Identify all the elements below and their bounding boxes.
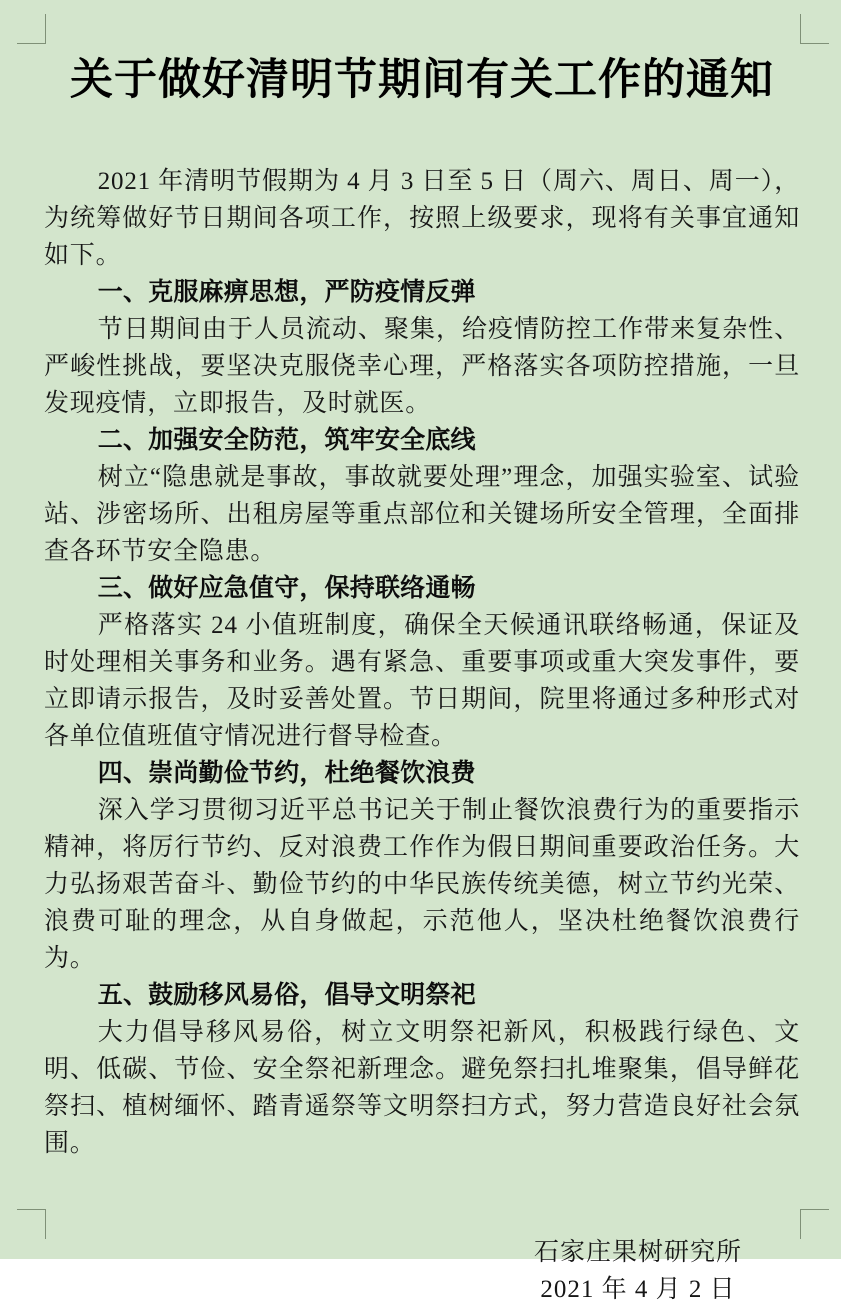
margin-crop-mark-top-left (17, 14, 46, 44)
margin-crop-mark-top-right (800, 14, 829, 44)
section-heading: 五、鼓励移风易俗，倡导文明祭祀 (97, 981, 476, 1009)
text-area (44, 43, 800, 1308)
intro-paragraph: 2021 年清明节假期为 4 月 3 日至 5 日（周六、周日、周一），为统筹做好节日期间各项工作，按照上级要求，现将有关事宜通知如下。 (44, 168, 800, 269)
signature-date: 2021 年 4 月 2 日 (540, 1276, 736, 1303)
section-paragraph: 树立“隐患就是事故，事故就要处理”理念，加强实验室、试验站、涉密场所、出租房屋等重点部位和关键场所安全管理，全面排查各环节安全隐患。 (44, 464, 800, 565)
sections (44, 274, 800, 1162)
margin-crop-mark-bottom-right (800, 1209, 829, 1239)
signature-org: 石家庄果树研究所 (533, 1239, 742, 1266)
section-heading: 四、崇尚勤俭节约，杜绝餐饮浪费 (97, 759, 476, 787)
margin-crop-mark-bottom-left (17, 1209, 46, 1239)
section-paragraph: 节日期间由于人员流动、聚集，给疫情防控工作带来复杂性、严峻性挑战，要坚决克服侥幸心理，严格落实各项防控措施，一旦发现疫情，立即报告，及时就医。 (44, 316, 800, 417)
section-heading: 二、加强安全防范，筑牢安全底线 (97, 426, 476, 454)
section-heading: 三、做好应急值守，保持联络通畅 (97, 574, 476, 602)
document-title: 关于做好清明节期间有关工作的通知 (70, 57, 774, 104)
section-paragraph: 深入学习贯彻习近平总书记关于制止餐饮浪费行为的重要指示精神，将厉行节约、反对浪费工作作为假日期间重要政治任务。大力弘扬艰苦奋斗、勤俭节约的中华民族传统美德，树立节约光荣、浪费可耻的理念，从自身做起，示范他人，坚决杜绝餐饮浪费行为。 (44, 797, 800, 972)
section-paragraph: 严格落实 24 小值班制度，确保全天候通讯联络畅通，保证及时处理相关事务和业务。遇有紧急、重要事项或重大突发事件，要立即请示报告，及时妥善处置。节日期间，院里将通过多种形式对各单位值班值守情况进行督导检查。 (44, 612, 800, 750)
section-heading: 一、克服麻痹思想，严防疫情反弹 (97, 278, 476, 306)
section-paragraph: 大力倡导移风易俗，树立文明祭祀新风，积极践行绿色、文明、低碳、节俭、安全祭祀新理念。避免祭扫扎堆聚集，倡导鲜花祭扫、植树缅怀、踏青遥祭等文明祭扫方式，努力营造良好社会氛围。 (44, 1019, 800, 1157)
document-body (44, 163, 800, 1308)
signature-block (534, 1234, 742, 1308)
